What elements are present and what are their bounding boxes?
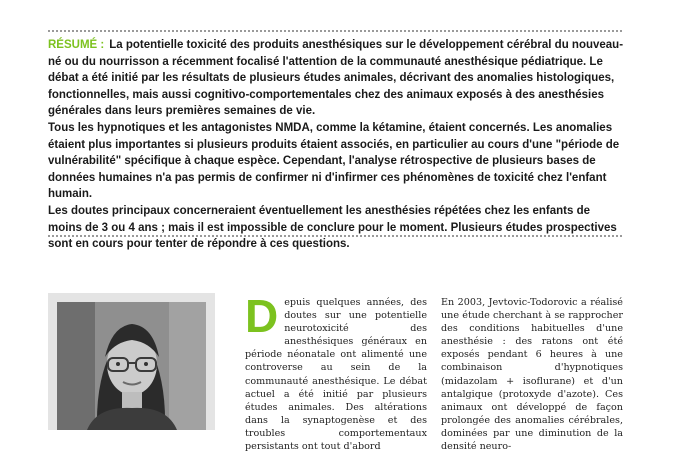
article-column-1-text: epuis quelques années, des doutes sur une potentielle neurotoxicité des anesthésiques généraux en période néonatale ont alimenté une controverse au sein de la communauté anesthésique. Le débat actuel a été initié par plusieurs études animales. Des altérations dans la synaptogenèse et des troubles comportementaux persistants ont tout d'abord: [245, 297, 427, 453]
abstract-paragraph-2: Tous les hypnotiques et les antagonistes NMDA, comme la kétamine, étaient concernés. Les anomalies étaient plus importantes si plusieurs produits étaient associés, en particulier au cours d'une "période de vulnérabilité" spécifique à chaque espèce. Cependant, l'analyse rétrospective de plusieurs bases de données humaines n'a pas permis de confirmer ni d'infirmer ces phénomènes de toxicité chez l'enfant humain.: [48, 121, 620, 201]
abstract-label: RÉSUMÉ :: [48, 39, 105, 51]
drop-cap: D: [245, 290, 279, 342]
abstract-paragraph-1: [48, 37, 624, 120]
article-column-2: En 2003, Jevtovic-Todorovic a réalisé une étude cherchant à se rapprocher des conditions habituelles d'une anesthésie : des ratons ont été exposés pendant 6 heures à une combinaison d'hypnotiques (midazolam + isoflurane) et d'un antalgique (protoxyde d'azote). Ces animaux ont développé de façon prolongée des anomalies cérébrales, dominées par une diminution de la densité neuro-: [441, 297, 623, 453]
abstract-bottom-rule: [48, 235, 622, 237]
article-column-1: [245, 290, 427, 453]
abstract-box: [48, 37, 624, 253]
author-photo: [48, 293, 215, 430]
abstract-paragraph-3: Les doutes principaux concerneraient éventuellement les anesthésies répétées chez les enfants de moins de 3 ou 4 ans ; mais il est impossible de conclure pour le moment. Plusieurs études prospectives sont en cours pour tenter de répondre à ces questions.: [48, 204, 617, 251]
author-portrait-image: [57, 302, 206, 430]
abstract-paragraph-1-text: La potentielle toxicité des produits anesthésiques sur le développement cérébral du nouveau-né ou du nourrisson a récemment focalisé l'attention de la communauté anesthésique pédiatrique. Le débat a été initié par les résultats de plusieurs études animales, décrivant des anomalies histologiques, fonctionnelles, mais aussi cognitivo-comportementales chez des animaux exposés à des anesthésies générales dans leurs premières semaines de vie.: [48, 39, 624, 118]
abstract-top-rule: [48, 30, 622, 32]
